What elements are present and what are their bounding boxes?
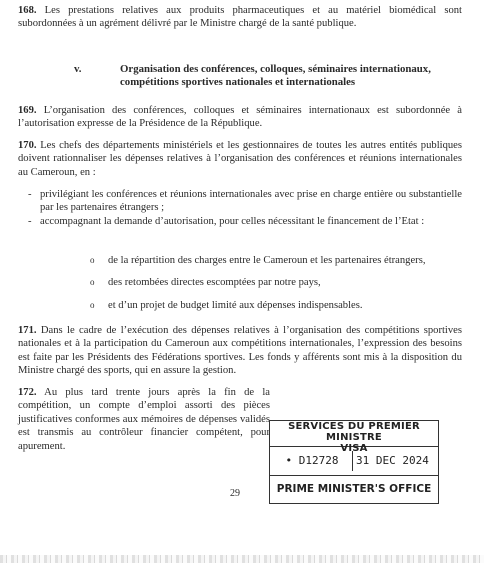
dash-bullet: - xyxy=(28,189,32,200)
section-title: Organisation des conférences, colloques, séminaires internationaux, compétitions sportives nationales et internationales xyxy=(120,63,431,88)
bullet-list xyxy=(26,188,462,228)
circle-bullet-icon: o xyxy=(90,299,95,310)
stamp-date: 31 DEC 2024 xyxy=(356,454,429,467)
section-roman-numeral: v. xyxy=(74,63,82,75)
paragraph-number: 169. xyxy=(18,105,37,116)
stamp-visa-line: VISA xyxy=(340,443,368,454)
circle-bullet-icon: o xyxy=(90,255,95,265)
stamp-office: PRIME MINISTER'S OFFICE xyxy=(276,483,432,495)
paragraph-171 xyxy=(18,324,462,378)
section-heading-v xyxy=(74,63,464,89)
paragraph-number: 168. xyxy=(18,5,37,16)
sub-list-item: o de la répartition des charges entre le Cameroun et les partenaires étrangers, xyxy=(90,255,426,266)
list-item: - accompagnant la demande d’autorisation, pour celles nécessitant le financement de l’Etat : xyxy=(28,215,425,227)
paragraph-text: Dans le cadre de l’exécution des dépenses relatives à l’organisation des compétitions sportives nationales et à la participation du Cameroun aux compétitions internationales, l’expression des besoins est faite par les Présidents des Fédérations sportives. Les fonds y afférents sont mis à la disposition du Ministre chargé des sports, qui en assure la gestion. xyxy=(18,325,462,377)
sub-list-item: o des retombées directes escomptées par notre pays, xyxy=(90,277,321,289)
list-item: - privilégiant les conférences et réunions internationales avec prise en charge entière ou substantielle par les partenaires étrangers ; xyxy=(28,189,462,214)
dash-bullet: - xyxy=(28,215,32,227)
paragraph-text: L’organisation des conférences, colloques et séminaires internationaux est subordonnée à l’autorisation expresse de la Présidence de la République. xyxy=(18,105,462,130)
stamp-number: • D12728 xyxy=(272,451,353,471)
stamp-header xyxy=(270,421,438,454)
sub-list xyxy=(90,254,470,312)
paragraph-170 xyxy=(18,139,462,179)
paragraph-number: 170. xyxy=(18,140,37,151)
paragraph-text: Les prestations relatives aux produits pharmaceutiques et au matériel biomédical sont subordonnées à un agrément délivré par le Ministre chargé de la santé publique. xyxy=(18,5,462,30)
stamp-services-line: SERVICES DU PREMIER MINISTRE xyxy=(288,421,420,443)
paragraph-text: Les chefs des départements ministériels et les gestionnaires de toutes les autres entités publiques doivent rationnaliser les dépenses relatives à l’organisation des conférences et réunions internationales au Cameroun, en : xyxy=(18,140,462,178)
stamp-reference-row xyxy=(270,447,438,476)
scan-artifact-strip xyxy=(0,555,484,563)
page-number: 29 xyxy=(230,488,240,499)
paragraph-168 xyxy=(18,4,462,31)
paragraph-text: Au plus tard trente jours après la fin de la compétition, un compte d’emploi assorti des pièces justificatives conformes aux mémoires de dépenses validés est transmis au contrôleur financier compétent, pour apurement. xyxy=(18,387,270,452)
sub-list-item: o et d’un projet de budget limité aux dépenses indispensables. xyxy=(90,299,363,311)
paragraph-169 xyxy=(18,104,462,131)
circle-bullet-icon: o xyxy=(90,277,95,288)
paragraph-172 xyxy=(18,386,270,453)
visa-stamp xyxy=(269,420,439,504)
paragraph-number: 172. xyxy=(18,387,37,398)
paragraph-number: 171. xyxy=(18,325,37,336)
